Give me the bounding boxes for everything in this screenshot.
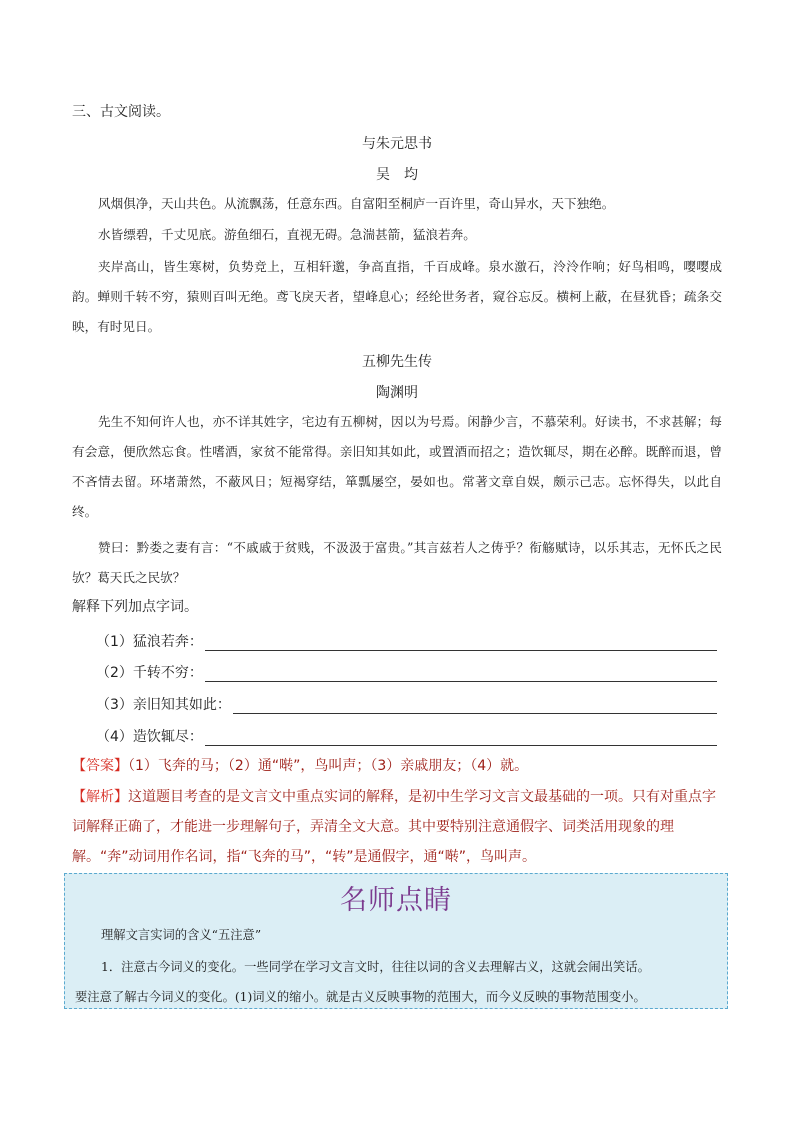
- passage1-author: 吴 均: [376, 167, 418, 183]
- question-row: [96, 631, 717, 651]
- passage2-author: 陶渊明: [376, 385, 418, 401]
- tip-line: 1．注意古今词义的变化。一些同学在学习文言文时，往往以词的含义去理解古义，这就会闹出笑话。: [101, 960, 650, 974]
- answer-tag: 【答案】: [72, 758, 128, 774]
- answer-line[interactable]: [205, 731, 717, 746]
- answer-line[interactable]: [205, 636, 717, 651]
- question-label: （2）千转不穷：: [96, 665, 203, 681]
- passage1-paragraph: 水皆缥碧，千丈见底。游鱼细石，直视无碍。急湍甚箭，猛浪若奔。: [98, 227, 476, 242]
- answer-text: （1）飞奔的马；（2）通“啭”，鸟叫声；（3）亲戚朋友；（4）就。: [128, 758, 529, 774]
- answer-block: [72, 751, 728, 781]
- tip-title: 名师点睛: [340, 885, 452, 916]
- passage2-title: 五柳先生传: [362, 354, 432, 370]
- tip-line: 要注意了解古今词义的变化。(1)词义的缩小。就是古义反映事物的范围大，而今义反映的事物范围变小。: [75, 990, 646, 1004]
- passage2-paragraph: 先生不知何许人也，亦不详其姓字，宅边有五柳树，因以为号焉。闲静少言，不慕荣利。好读书，不求甚解；每有会意，便欣然忘食。性嗜酒，家贫不能常得。亲旧知其如此，或置酒而招之；造饮辄尽，期在必醉。既醉而退，曾不吝情去留。环堵萧然，不蔽风日；短褐穿结，箪瓢屡空，晏如也。常著文章自娱，颇示己志。忘怀得失，以此自终。: [72, 414, 722, 519]
- analysis-block: [72, 782, 728, 872]
- question-instruction: 解释下列加点字词。: [72, 599, 198, 615]
- answer-line[interactable]: [205, 667, 717, 682]
- passage1-paragraph: 夹岸高山，皆生寒树，负势竞上，互相轩邈，争高直指，千百成峰。泉水激石，泠泠作响；好鸟相鸣，嘤嘤成韵。蝉则千转不穷，猿则百叫无绝。鸢飞戾天者，望峰息心；经纶世务者，窥谷忘反。横柯上蔽，在昼犹昏；疏条交映，有时见日。: [72, 259, 722, 334]
- question-label: （3）亲旧知其如此：: [96, 697, 231, 713]
- analysis-text: 这道题目考查的是文言文中重点实词的解释，是初中生学习文言文最基础的一项。只有对重点字词解释正确了，才能进一步理解句子，弄清全文大意。其中要特别注意通假字、词类活用现象的理解。“奔”动词用作名词，指“飞奔的马”，“转”是通假字，通“啭”，鸟叫声。: [72, 789, 716, 865]
- analysis-tag: 【解析】: [72, 789, 128, 805]
- passage1-title: 与朱元思书: [362, 136, 432, 152]
- teacher-tip-box: [64, 873, 728, 1009]
- question-row: [96, 694, 717, 714]
- passage1-paragraph: 风烟俱净，天山共色。从流飘荡，任意东西。自富阳至桐庐一百许里，奇山异水，天下独绝。: [98, 196, 615, 211]
- section-heading: 三、古文阅读。: [72, 104, 170, 120]
- answer-line[interactable]: [233, 699, 717, 714]
- question-label: （4）造饮辄尽：: [96, 729, 203, 745]
- question-label: （1）猛浪若奔：: [96, 634, 203, 650]
- question-row: [96, 726, 717, 746]
- question-row: [96, 662, 717, 682]
- tip-subtitle: 理解文言实词的含义“五注意”: [101, 928, 262, 942]
- passage2-paragraph: 赞曰：黔娄之妻有言：“不戚戚于贫贱，不汲汲于富贵。”其言兹若人之俦乎？衔觞赋诗，以乐其志，无怀氏之民欤？葛天氏之民欤？: [72, 540, 722, 585]
